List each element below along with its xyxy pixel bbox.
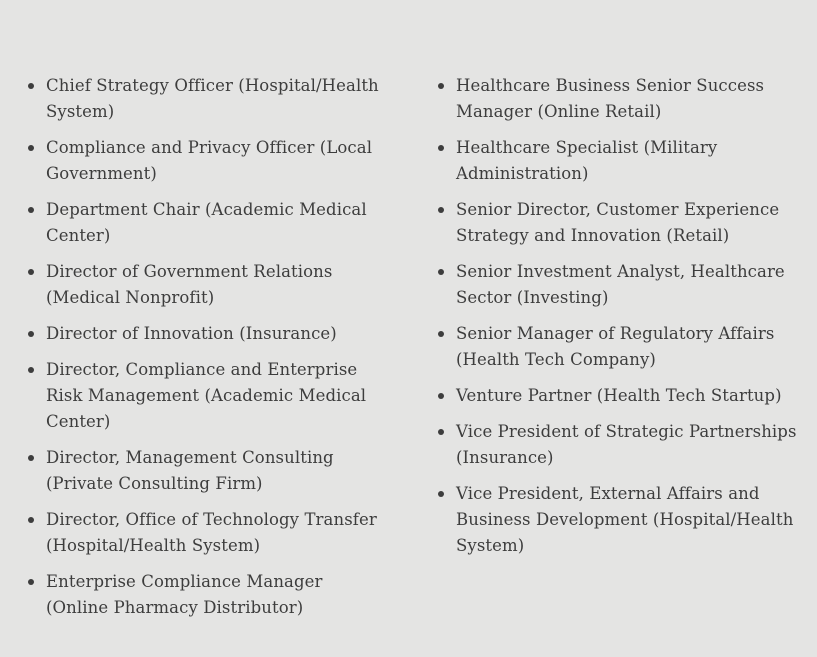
- list-item-text: Chief Strategy Officer (Hospital/Health System): [46, 76, 379, 121]
- list-item: [434, 419, 802, 471]
- list-item: [24, 445, 384, 497]
- bullet-icon: [438, 207, 444, 213]
- list-item-text: Director of Innovation (Insurance): [46, 324, 337, 343]
- bullet-icon: [28, 269, 34, 275]
- bullet-icon: [28, 145, 34, 151]
- list-item: [24, 73, 384, 125]
- list-item: [24, 357, 384, 435]
- list-item: [434, 197, 802, 249]
- bullet-icon: [28, 579, 34, 585]
- bullet-icon: [438, 269, 444, 275]
- bullet-icon: [28, 331, 34, 337]
- list-item-text: Senior Investment Analyst, Healthcare Sector (Investing): [456, 262, 785, 307]
- bullet-icon: [28, 207, 34, 213]
- bullet-icon: [438, 83, 444, 89]
- bullet-icon: [28, 455, 34, 461]
- bullet-icon: [438, 331, 444, 337]
- list-item: [434, 259, 802, 311]
- bullet-icon: [28, 517, 34, 523]
- list-item-text: Compliance and Privacy Officer (Local Government): [46, 138, 373, 183]
- bullet-icon: [28, 83, 34, 89]
- job-titles-list-left: [24, 73, 384, 631]
- list-item-text: Director, Compliance and Enterprise Risk Management (Academic Medical Center): [46, 360, 367, 431]
- list-item: [24, 507, 384, 559]
- list-item-text: Director of Government Relations (Medical Nonprofit): [46, 262, 333, 307]
- list-item-text: Vice President of Strategic Partnerships (Insurance): [456, 422, 797, 467]
- list-item: [24, 197, 384, 249]
- list-item-text: Director, Management Consulting (Private Consulting Firm): [46, 448, 334, 493]
- list-item: [24, 569, 384, 621]
- list-item: [434, 383, 802, 409]
- list-item: [434, 321, 802, 373]
- list-item-text: Senior Manager of Regulatory Affairs (Health Tech Company): [456, 324, 775, 369]
- list-item-text: Venture Partner (Health Tech Startup): [456, 386, 782, 405]
- bullet-icon: [438, 429, 444, 435]
- list-item-text: Department Chair (Academic Medical Center): [46, 200, 367, 245]
- list-item: [24, 321, 384, 347]
- bullet-icon: [438, 145, 444, 151]
- list-item-text: Enterprise Compliance Manager (Online Pharmacy Distributor): [46, 572, 323, 617]
- list-item-text: Director, Office of Technology Transfer (Hospital/Health System): [46, 510, 377, 555]
- list-item: [434, 135, 802, 187]
- bullet-icon: [438, 393, 444, 399]
- bullet-icon: [28, 367, 34, 373]
- list-item: [24, 135, 384, 187]
- list-item: [24, 259, 384, 311]
- list-item-text: Healthcare Business Senior Success Manager (Online Retail): [456, 76, 765, 121]
- list-item: [434, 481, 802, 559]
- list-item: [434, 73, 802, 125]
- list-item-text: Vice President, External Affairs and Business Development (Hospital/Health System): [456, 484, 794, 555]
- list-item-text: Senior Director, Customer Experience Strategy and Innovation (Retail): [456, 200, 780, 245]
- list-item-text: Healthcare Specialist (Military Administration): [456, 138, 718, 183]
- job-titles-list-right: [434, 73, 802, 569]
- bullet-icon: [438, 491, 444, 497]
